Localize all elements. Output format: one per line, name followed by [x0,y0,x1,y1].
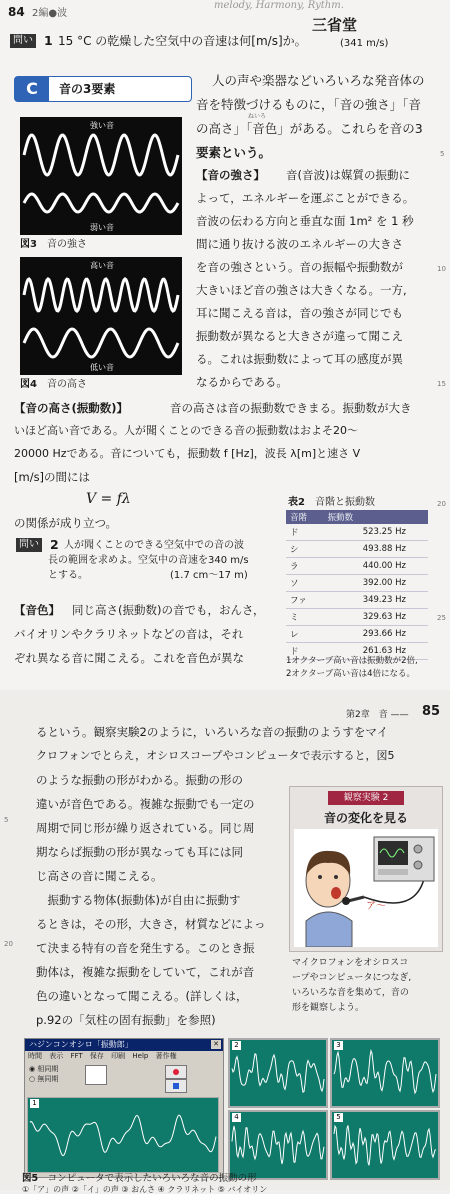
sync-radio-1[interactable]: ◉ 相同期 [29,1065,59,1073]
experiment-desc-3: いろいろな音を集めて，音の [292,988,409,998]
body-line-3: 期ならば振動の形が異なっても耳には同 [36,845,243,859]
section-title: 音の3要素 [59,82,116,96]
menu-item-print[interactable]: 印刷 [111,1052,126,1060]
pitch-line-1: 音の高さは音の振動数できまる。振動数が大き [170,401,412,415]
strength-line-3: 音波の伝わる方向と垂直な面 1m² を 1 秒 [196,214,414,228]
menu-item-help[interactable]: Help [132,1052,149,1060]
body-line-8: 動体は，複雑な振動をしていて，これが音 [36,965,255,979]
strength-line-6: 大きいほど音の強さは大きくなる。一方, [196,283,407,297]
table-row: ミ 329.63 Hz [286,609,428,626]
margin-line-number: 15 [437,380,446,388]
intro-line-2: 音を特徴づけるものに，「音の強さ」「音 [196,97,422,112]
timbre-line-1: 同じ高さ(振動数)の音でも，おんさ， [72,603,265,617]
record-button[interactable] [165,1065,187,1079]
fig4-bottom-label: 低い音 [90,363,114,372]
high-sound-wave [24,279,178,311]
scale-frequency-table [286,510,428,660]
panel-number: 4 [232,1113,241,1122]
strength-heading: 【音の強さ】 [196,168,265,182]
timbre-line-2: バイオリンやクラリネットなどの音は，それ [14,627,244,641]
speech-sound: ア～ [366,901,386,912]
scope-panel-2 [228,1038,328,1108]
handwritten-note: melody, Harmony, Rythm. [214,0,344,11]
menu-item-fft[interactable]: FFT [70,1052,83,1060]
pitch-line-4: [m/s]の間には [14,470,91,484]
furigana: ねいろ [248,113,267,120]
pitch-heading: 【音の高さ(振動数)】 [14,401,129,415]
fig3-top-label: 強い音 [90,121,114,130]
table-row: ファ 349.23 Hz [286,592,428,609]
formula: V = fλ [86,491,131,507]
running-header: 第2章 音 —— [346,710,409,720]
table2-caption: 表2 音階と振動数 [288,497,375,508]
experiment-desc-4: 形を観察しよう。 [292,1003,365,1013]
question-label: 問い [16,538,42,552]
panel-number: 5 [334,1113,343,1122]
low-sound-wave [24,329,178,357]
weak-sound-wave [24,194,178,212]
pitch-line-3: 20000 Hzである。音についても，振動数 f [Hz]，波長 λ[m]と速さ V [14,447,361,460]
column-header-frequency: 振動数 [324,510,428,524]
oscilloscope [374,837,434,881]
table2-note-1: 1オクターブ高い音は振動数が2倍, [286,656,418,666]
strength-line-5: を音の強さという。音の振幅や振動数が [196,260,403,274]
table-row: ソ 392.00 Hz [286,575,428,592]
question-answer: (341 m/s) [340,38,389,49]
body-line-2: 周期で同じ形が繰り返されている。同じ周 [36,821,255,835]
question-label: 問い [10,34,36,48]
pitch-line-2: いほど高い音である。人が聞くことのできる音の振動数はおよそ20～ [14,424,358,437]
menu-item-save[interactable]: 保存 [89,1052,104,1060]
body-line-4: じ高さの音に聞こえる。 [36,869,163,883]
menu-item-copyright[interactable]: 著作権 [155,1052,177,1060]
experiment-box [289,786,443,952]
panel-number: 3 [334,1041,343,1050]
body-line-9: 色の違いとなって聞こえる。(詳しくは， [36,989,248,1003]
margin-line-number: 10 [437,265,446,273]
top-line-1: るという。観察実験2のように，いろいろな音の振動のようすをマイ [36,725,389,739]
close-icon[interactable]: ✕ [211,1040,221,1049]
body-line-7: て決まる特有の音を発生する。このとき振 [36,941,255,955]
fig5-caption: 図5 コンピュータで表示したいろいろな音の振動の形 [22,1173,257,1184]
menu-bar [25,1051,223,1062]
body-line-5: 振動する物体(振動体)が自由に振動す [36,893,241,907]
question-number: 2 [50,537,59,552]
oscilloscope-app-window [24,1038,224,1178]
menu-item-view[interactable]: 表示 [49,1052,64,1060]
table-row: ド 261.63 Hz [286,643,428,660]
figure-3-waves [20,117,182,235]
record-icon [173,1069,179,1075]
window-title: ハジンコンオシロ「振動郎」 [29,1040,133,1049]
panel-number: 2 [232,1041,241,1050]
publisher-mark: 三省堂 [312,16,358,34]
table-row: シ 493.88 Hz [286,541,428,558]
fig3-caption: 図3 音の強さ [20,239,87,250]
mouth [331,887,341,899]
fig4-top-label: 高い音 [90,261,114,270]
window-titlebar [25,1039,223,1051]
table-row: レ 293.66 Hz [286,626,428,643]
sync-radio-2[interactable]: ○ 無同期 [29,1075,59,1083]
margin-line-number: 20 [437,500,446,508]
strength-line-10: なるからである。 [196,375,288,389]
page-number: 84 [8,5,25,19]
formula-after: の関係が成り立つ。 [14,516,118,530]
table-row: ド 523.25 Hz [286,524,428,541]
question2-line-1: 人が聞くことのできる空気中での音の波 [64,540,244,551]
experiment-desc-2: ープやコンピュータにつなぎ, [292,973,412,983]
scope-panel-4 [228,1110,328,1180]
experiment-title: 音の変化を見る [323,811,408,825]
column-header-note: 音階 [286,510,324,524]
strength-line-2: よって，エネルギーを運ぶことができる。 [196,191,415,205]
top-line-2: クロフォンでとらえ，オシロスコープやコンピュータで表示すると，図5 [36,749,395,762]
stop-icon [173,1083,179,1089]
page-number: 85 [422,704,441,719]
value-box[interactable] [85,1065,107,1085]
strength-line-8: 振動数が異なると大きさが違って聞こえ [196,329,403,343]
strength-line-1: 音(音波)は媒質の振動に [286,168,410,182]
margin-line-number: 5 [440,150,445,158]
figure-4-waves [20,257,182,375]
question-number: 1 [44,33,53,48]
page-85 [0,690,450,1194]
table2-note-2: 2オクターブ高い音は4倍になる。 [286,669,416,679]
question-text: 15 °C の乾燥した空気中の音速は何[m/s]か。 [58,34,307,48]
scope-panel-3 [330,1038,440,1108]
strong-sound-wave [24,135,178,175]
question2-line-3: とする。 [48,570,88,581]
strength-line-9: る。これは振動数によって耳の感度が異 [196,352,403,366]
margin-line-number: 20 [4,940,13,948]
strength-line-7: 耳に聞こえる音は，音の強さが同じでも [196,306,403,320]
experiment-illustration [294,829,438,947]
fig4-caption: 図4 音の高さ [20,379,87,390]
table-header-row [286,510,428,524]
table-row: ラ 440.00 Hz [286,558,428,575]
body-line-1: 違いが音色である。複雑な振動でも一定の [36,797,255,811]
body-line-6: るときは，その形，大きさ，材質などによっ [36,917,266,931]
scope-panel-5 [330,1110,440,1180]
intro-line-4: 要素という。 [196,145,272,160]
body-line-10: p.92の「気柱の固有振動」を参照) [36,1013,216,1027]
margin-line-number: 25 [437,614,446,622]
strength-line-4: 間に通り抜ける波のエネルギーの大きさ [196,237,403,251]
top-line-3: のような振動の形がわかる。振動の形の [36,773,243,787]
scope-panel-1 [27,1097,219,1173]
question2-line-2: 長の範囲を求めよ。空気中の音速を340 m/s [48,555,249,566]
question2-answer: (1.7 cm～17 m) [170,570,248,581]
panel-number: 1 [30,1099,39,1108]
timbre-line-3: ぞれ異なる音に聞こえる。これを音色が異な [14,651,244,665]
experiment-label: 観察実験 2 [328,791,404,805]
timbre-heading: 【音色】 [14,603,60,617]
section-c-heading [14,76,192,102]
margin-line-number: 5 [4,816,9,824]
intro-line-1: 人の声や楽器などいろいろな発音体の [212,73,425,88]
menu-item-time[interactable]: 時間 [28,1052,42,1060]
stop-button[interactable] [165,1079,187,1093]
experiment-desc-1: マイクロフォンをオシロスコ [292,958,409,968]
intro-line-3: の高さ」「音色」がある。これらを音の3 [196,121,423,136]
fig5-sub-caption: ①「ア」の声 ②「イ」の声 ③ おんさ ④ クラリネット ⑤ バイオリン [22,1185,268,1194]
section-letter: C [15,77,49,101]
fig3-bottom-label: 弱い音 [90,223,114,232]
section-label: 2編●波 [32,8,68,19]
